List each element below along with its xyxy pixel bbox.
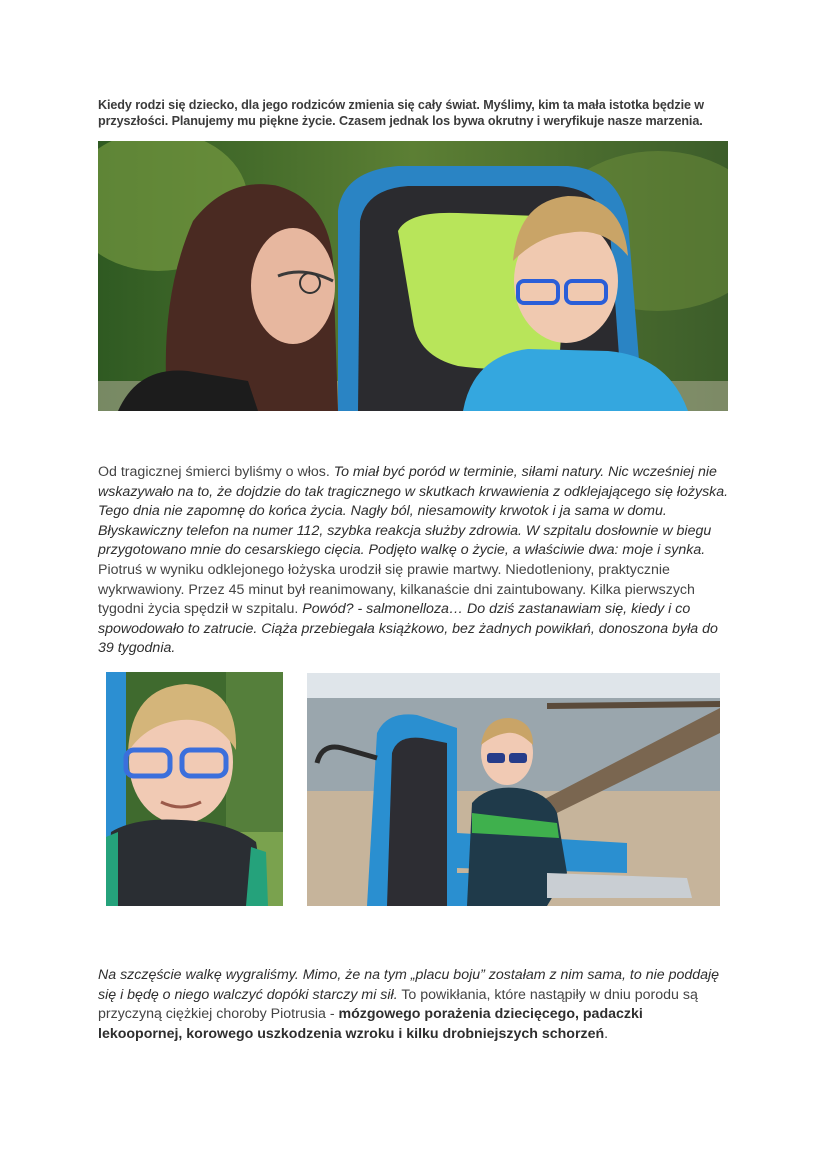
photo-boy-portrait-icon [106, 672, 283, 906]
photo-mother-and-son-icon [98, 141, 728, 411]
para1-quote-2: Powód? - salmonelloza… Do dziś zastanawiam się, kiedy i co spowodowało to zatrucie. Ciąża przebiegała książkowo, bez żadnych powikłań, donoszona była do 39 tygodnia. [98, 601, 718, 657]
para2-diagnosis: mózgowego porażenia dziecięcego, padaczki lekoopornej, korowego uszkodzenia wzroku i kilku drobniejszych schorzeń [98, 1006, 643, 1042]
photo-boy-on-beach-icon [307, 673, 720, 906]
para2-quote: Na szczęście walkę wygraliśmy. Mimo, że na tym „placu boju” zostałam z nim sama, to nie poddaję się i będę o niego walczyć dopóki starczy mi sił. [98, 967, 720, 1003]
photo-boy-portrait [106, 672, 283, 906]
photo-mother-and-son [98, 141, 728, 411]
para1-quote-1: To miał być poród w terminie, siłami natury. Nic wcześniej nie wskazywało na to, że dojdzie do tak tragicznego w skutkach krwawienia z odklejającego się łożyska. Tego dnia nie zapomnę do końca życia. Nagły ból, niesamowity krwotok i ja sama w domu. Błyskawiczny telefon na numer 112, szybka reakcja służby zdrowia. W szpitalu dosłownie w biegu przygotowano mnie do cesarskiego cięcia. Podjęto walkę o życie, a właściwie dwa: moje i synka. [98, 464, 729, 559]
intro-paragraph: Kiedy rodzi się dziecko, dla jego rodziców zmienia się cały świat. Myślimy, kim ta mała istotka będzie w przyszłości. Planujemy mu piękne życie. Czasem jednak los bywa okrutny i weryfikuje nasze marzenia. [98, 98, 704, 128]
photo-boy-on-beach [307, 673, 720, 906]
story-paragraph-1 [98, 463, 730, 659]
para1-sentence-2: Piotruś w wyniku odklejonego łożyska urodził się prawie martwy. Niedotleniony, praktycznie wykrwawiony. Przez 45 minut był reanimowany, kilkanaście dni zaintubowany. Kilka pierwszych tygodni życia spędził w szpitalu. [98, 561, 695, 618]
story-paragraph-2 [98, 966, 730, 1044]
para2-sentence: To powikłania, które nastąpiły w dniu porodu są przyczyną ciężkiej choroby Piotrusia - [98, 986, 698, 1023]
para1-sentence-1: Od tragicznej śmierci byliśmy o włos. [98, 464, 334, 480]
para2-period: . [604, 1025, 609, 1042]
